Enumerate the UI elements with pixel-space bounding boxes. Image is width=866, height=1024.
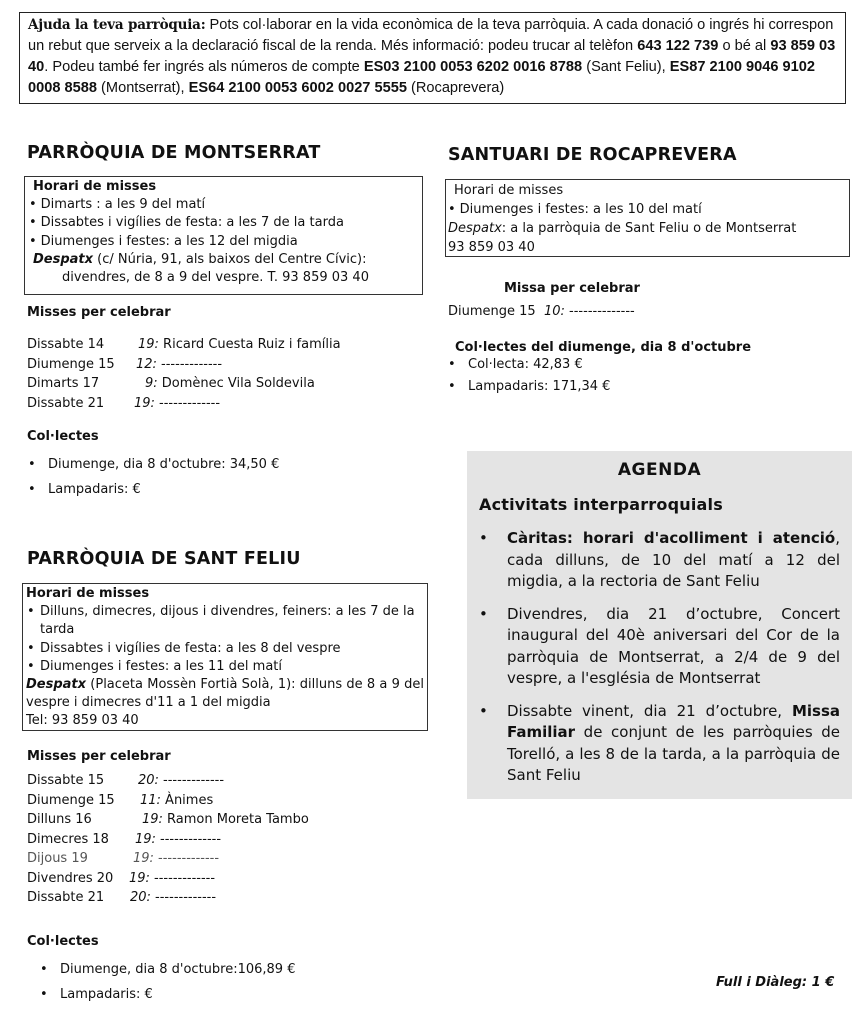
schedule-header: Horari de misses xyxy=(26,586,150,601)
collection-item: • Diumenge, dia 8 d'octubre: 34,50 € xyxy=(24,452,279,477)
santfeliu-schedule-box xyxy=(22,583,428,731)
notice-phone-2: 93 859 03 40 xyxy=(28,38,836,75)
masses-header: Misses per celebrar xyxy=(27,305,171,320)
mass-row: Dilluns 16 19: Ramon Moreta Tambo xyxy=(27,812,309,827)
account-rocaprevera: ES64 2100 0053 6002 0027 5555 xyxy=(188,80,407,96)
collections-header: Col·lectes xyxy=(27,429,99,444)
agenda-list xyxy=(479,528,840,787)
mass-row: Diumenge 15 10: -------------- xyxy=(448,304,635,319)
schedule-item: • Dimarts : a les 9 del matí xyxy=(29,196,418,214)
collection-item: • Lampadaris: € xyxy=(36,982,296,1007)
mass-row: Diumenge 15 12: ------------- xyxy=(27,356,223,372)
mass-row: Dissabte 21 19: ------------- xyxy=(27,395,221,411)
collections-header: Col·lectes xyxy=(27,934,99,949)
montserrat-collections xyxy=(24,452,279,502)
mass-row: Dijous 19 19: ------------- xyxy=(27,851,220,866)
agenda-box xyxy=(467,451,852,799)
agenda-item: • Càritas: horari d'acolliment i atenció, cada dilluns, de 10 del matí a 12 del migdia, a la rectoria de Sant Feliu xyxy=(479,528,840,593)
mass-row: Divendres 20 19: ------------- xyxy=(27,870,216,886)
santfeliu-masses xyxy=(27,771,309,908)
agenda-item: • Divendres, dia 21 d’octubre, Concert inaugural del 40è aniversari del Cor de la parròquia de Montserrat, a 2/4 de 9 del vespre, a l'església de Montserrat xyxy=(479,604,840,690)
agenda-item: • Dissabte vinent, dia 21 d’octubre, Missa Familiar de conjunt de les parròquies de Torelló, a les 8 de la tarda, a la parròquia de Sant Feliu xyxy=(479,701,840,787)
collections-header: Col·lectes del diumenge, dia 8 d'octubre xyxy=(455,340,752,355)
office-phone: 93 859 03 40 xyxy=(448,240,535,255)
schedule-item: • Diumenges i festes: a les 10 del matí xyxy=(448,200,846,219)
montserrat-schedule-box xyxy=(24,176,423,295)
office-hours: divendres, de 8 a 9 del vespre. T. 93 859 03 40 xyxy=(62,270,369,286)
notice-phone: 643 122 739 xyxy=(637,38,719,54)
account-sant-feliu: ES03 2100 0053 6202 0016 8788 xyxy=(363,59,583,75)
mass-row: Diumenge 15 11: Ànimes xyxy=(27,792,214,808)
agenda-title: AGENDA xyxy=(617,460,702,480)
rocaprevera-title: SANTUARI DE ROCAPREVERA xyxy=(448,145,737,165)
rocaprevera-collections xyxy=(444,354,610,398)
office-info: Despatx (Placeta Mossèn Fortià Solà, 1): dilluns de 8 a 9 del vespre i dimecres d'11 a 1 del migdia xyxy=(26,677,424,711)
office-info: Despatx (c/ Núria, 91, als baixos del Centre Cívic): xyxy=(33,251,367,267)
santfeliu-title: PARRÒQUIA DE SANT FELIU xyxy=(27,549,301,569)
schedule-item: • Diumenges i festes: a les 12 del migdia xyxy=(29,233,418,251)
office-phone: Tel: 93 859 03 40 xyxy=(26,713,139,729)
santfeliu-collections xyxy=(36,957,296,1007)
mass-row: Dimecres 18 19: ------------- xyxy=(27,831,222,847)
price-label: Full i Diàleg: 1 € xyxy=(716,975,835,990)
schedule-item: • Dilluns, dimecres, dijous i divendres, feiners: a les 7 de la tarda xyxy=(27,604,415,638)
mass-row: Dimarts 17 9: Domènec Vila Soldevila xyxy=(27,376,315,391)
collection-item: • Diumenge, dia 8 d'octubre:106,89 € xyxy=(36,957,296,982)
account-montserrat: ES87 2100 9046 9102 0008 8588 xyxy=(28,59,816,96)
notice-lead: Ajuda la teva parròquia: xyxy=(28,17,206,33)
masses-header: Misses per celebrar xyxy=(27,749,171,764)
schedule-item: • Dissabtes i vigílies de festa: a les 8 del vespre xyxy=(27,640,341,656)
donation-notice: Ajuda la teva parròquia: Pots col·laborar en la vida econòmica de la teva parròquia. A cada donació o ingrés hi correspon un rebut que serveix a la declaració fiscal de la renda. Més informació: podeu trucar al telèfon 643 122 739 o bé al 93 859 03 40. Podeu també fer ingrés als números de compte ES03 2100 0053 6202 0016 8788 (Sant Feliu), ES87 2100 9046 9102 0008 8588 (Montserrat), ES64 2100 0053 6002 0027 5555 (Rocaprevera) xyxy=(19,12,846,104)
mass-row: Dissabte 14 19: Ricard Cuesta Ruiz i família xyxy=(27,337,341,352)
schedule-item: • Diumenges i festes: a les 11 del matí xyxy=(27,658,283,674)
schedule-header: Horari de misses xyxy=(33,179,157,194)
montserrat-title: PARRÒQUIA DE MONTSERRAT xyxy=(27,143,321,163)
collection-item: • Lampadaris: 171,34 € xyxy=(444,376,610,398)
mass-row: Dissabte 15 20: ------------- xyxy=(27,773,225,788)
mass-row: Dissabte 21 20: ------------- xyxy=(27,890,217,905)
collection-item: • Lampadaris: € xyxy=(24,477,279,502)
office-info: Despatx: a la parròquia de Sant Feliu o de Montserrat xyxy=(448,221,797,236)
collection-item: • Col·lecta: 42,83 € xyxy=(444,354,610,376)
schedule-header: Horari de misses xyxy=(454,183,564,198)
masses-header: Missa per celebrar xyxy=(504,281,640,296)
montserrat-masses xyxy=(27,335,341,413)
rocaprevera-schedule-box xyxy=(445,179,850,257)
agenda-subtitle: Activitats interparroquials xyxy=(479,495,723,514)
schedule-item: • Dissabtes i vigílies de festa: a les 7 de la tarda xyxy=(29,214,418,232)
